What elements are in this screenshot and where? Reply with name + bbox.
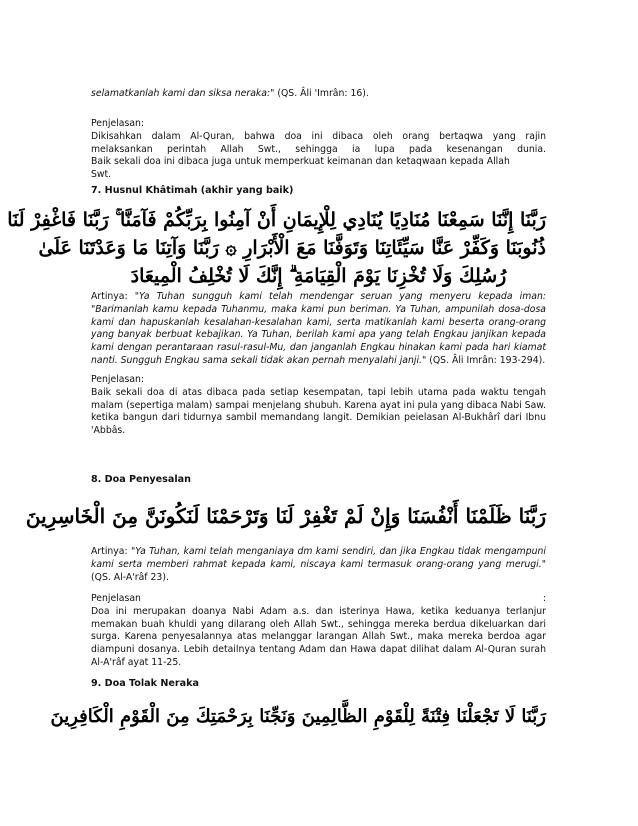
section-9-heading: 9. Doa Tolak Neraka <box>91 678 199 689</box>
section-8-artinya-ref: (QS. Al-A'râf 23). <box>91 571 169 583</box>
section-7-arabic-line-2: ذُنُوبَنَا وَكَفِّرْ عَنَّا سَيِّئَاتِنَا وَتَوَفَّنَا مَعَ الْأَبْرَارِ ۞ رَبَّنَا وَآتِنَا مَا وَعَدْتَنَا عَلَىٰ <box>38 237 546 259</box>
section-7-artinya-label: Artinya: <box>91 291 135 302</box>
section-8-penjelasan-label: Penjelasan <box>91 593 141 604</box>
section-8-penjelasan-colon: : <box>542 593 546 604</box>
section-7-artinya-ref: (QS. Âli Imrân: 193-294). <box>426 354 546 366</box>
section-8-artinya-label: Artinya: <box>91 546 131 557</box>
section-9-arabic-line-1: رَبَّنَا لَا تَجْعَلْنَا فِتْنَةً لِلْقَوْمِ الظَّالِمِينَ وَنَجِّنَا بِرَحْمَتِكَ مِنَ الْقَوْمِ الْكَافِرِينَ <box>50 706 546 727</box>
intro-italic: selamatkanlah kami dan siksa neraka:" <box>91 88 275 99</box>
section-7-penjelasan-text: Baik sekali doa di atas dibaca pada setiap kesempatan, tapi lebih utama pada waktu tengah malam (sepertiga malam) sampai menjelang shubuh. Karena ayat ini pula yang dibaca Nabi Saw. ketika bangun dari tidurnya sambil memandang langit. Demikian peielasan Al-Bukhârî dari Ibnu 'Abbâs. <box>91 386 546 437</box>
section-8-penjelasan-label-row <box>91 593 546 606</box>
section-7-artinya <box>91 291 546 368</box>
section-8-arabic-line-1: رَبَّنَا ظَلَمْنَا أَنْفُسَنَا وَإِنْ لَمْ تَغْفِرْ لَنَا وَتَرْحَمْنَا لَنَكُونَنَّ مِنَ الْخَاسِرِينَ <box>25 504 546 528</box>
penjelasan-1 <box>91 118 546 182</box>
section-7-arabic-line-1: رَبَّنَا إِنَّنَا سَمِعْنَا مُنَادِيًا يُنَادِي لِلْإِيمَانِ أَنْ آمِنُوا بِرَبِّكُمْ فَآمَنَّا ۚ رَبَّنَا فَاغْفِرْ لَنَا <box>7 209 546 231</box>
penjelasan-1-label: Penjelasan: <box>91 118 145 129</box>
section-8-arabic <box>25 498 546 534</box>
section-9-arabic <box>50 700 546 734</box>
section-7-artinya-text: "Ya Tuhan sungguh kami telah mendengar seruan yang menyeru kepada iman: "Barimanlah kamu kepada Tuhanmu, maka kami pun beriman. Ya Tuhan, ampunilah dosa-dosa kami dan hapuskanlah kesalahan-kesalahan kami, serta matikanlah kami beserta orang-orang yang banyak berbuat kebajikan. Ya Tuhan, berilah kami apa yang telah Engkau janjikan kepada kami dengan perantaraan rasul-rasul-Mu, dan janganlah Engkau hinakan kami pada hari kiamat nanti. Sungguh Engkau sama sekali tidak akan pernah menyalahi janji." <box>91 291 546 366</box>
section-8-artinya-text: "Ya Tuhan, kami telah menganiaya dm kami sendiri, dan jika Engkau tidak mengampuni kami serta memberi rahmat kepada kami, niscaya kami termasuk orang-orang yang merugi." <box>91 546 547 570</box>
section-7-arabic <box>7 206 546 290</box>
intro-paragraph <box>91 88 546 101</box>
section-8-penjelasan <box>91 593 546 670</box>
penjelasan-1-line-1: Dikisahkan dalam Al-Quran, bahwa doa ini dibaca oleh orang bertaqwa yang rajin <box>91 130 546 142</box>
intro-ref: (QS. Âli 'Imrân: 16). <box>274 88 369 99</box>
penjelasan-1-line-2: melaksankan perintah Allah Swt., sehingga ia lupa pada kesenangan dunia. <box>91 143 546 155</box>
penjelasan-1-line-3: Baik sekali doa ini dibaca juga untuk memperkuat keimanan dan ketaqwaan kepada Allah <box>91 156 510 168</box>
section-7-heading: 7. Husnul Khâtimah (akhir yang baik) <box>91 185 294 196</box>
penjelasan-1-line-4: Swt. <box>91 169 112 181</box>
section-7-penjelasan <box>91 374 546 438</box>
section-8-penjelasan-text: Doa ini merupakan doanya Nabi Adam a.s. dan isterinya Hawa, ketika keduanya terlanjur memakan buah khuldi yang dilarang oleh Allah Swt., sehingga mereka berdua dikeluarkan dari surga. Karena penyesalannya atas melanggar larangan Allah Swt., maka mereka berdoa agar diampuni dosanya. Lebih detailnya tentang Adam dan Hawa dapat dilihat dalam Al-Quran surah Al-A'râf ayat 11-25. <box>91 605 546 668</box>
section-7-penjelasan-label: Penjelasan: <box>91 374 145 385</box>
section-7-arabic-line-3: رُسُلِكَ وَلَا تُخْزِنَا يَوْمَ الْقِيَامَةِ ۗ إِنَّكَ لَا تُخْلِفُ الْمِيعَادَ <box>130 265 507 287</box>
section-8-artinya <box>91 546 546 584</box>
section-8-heading: 8. Doa Penyesalan <box>91 474 191 485</box>
